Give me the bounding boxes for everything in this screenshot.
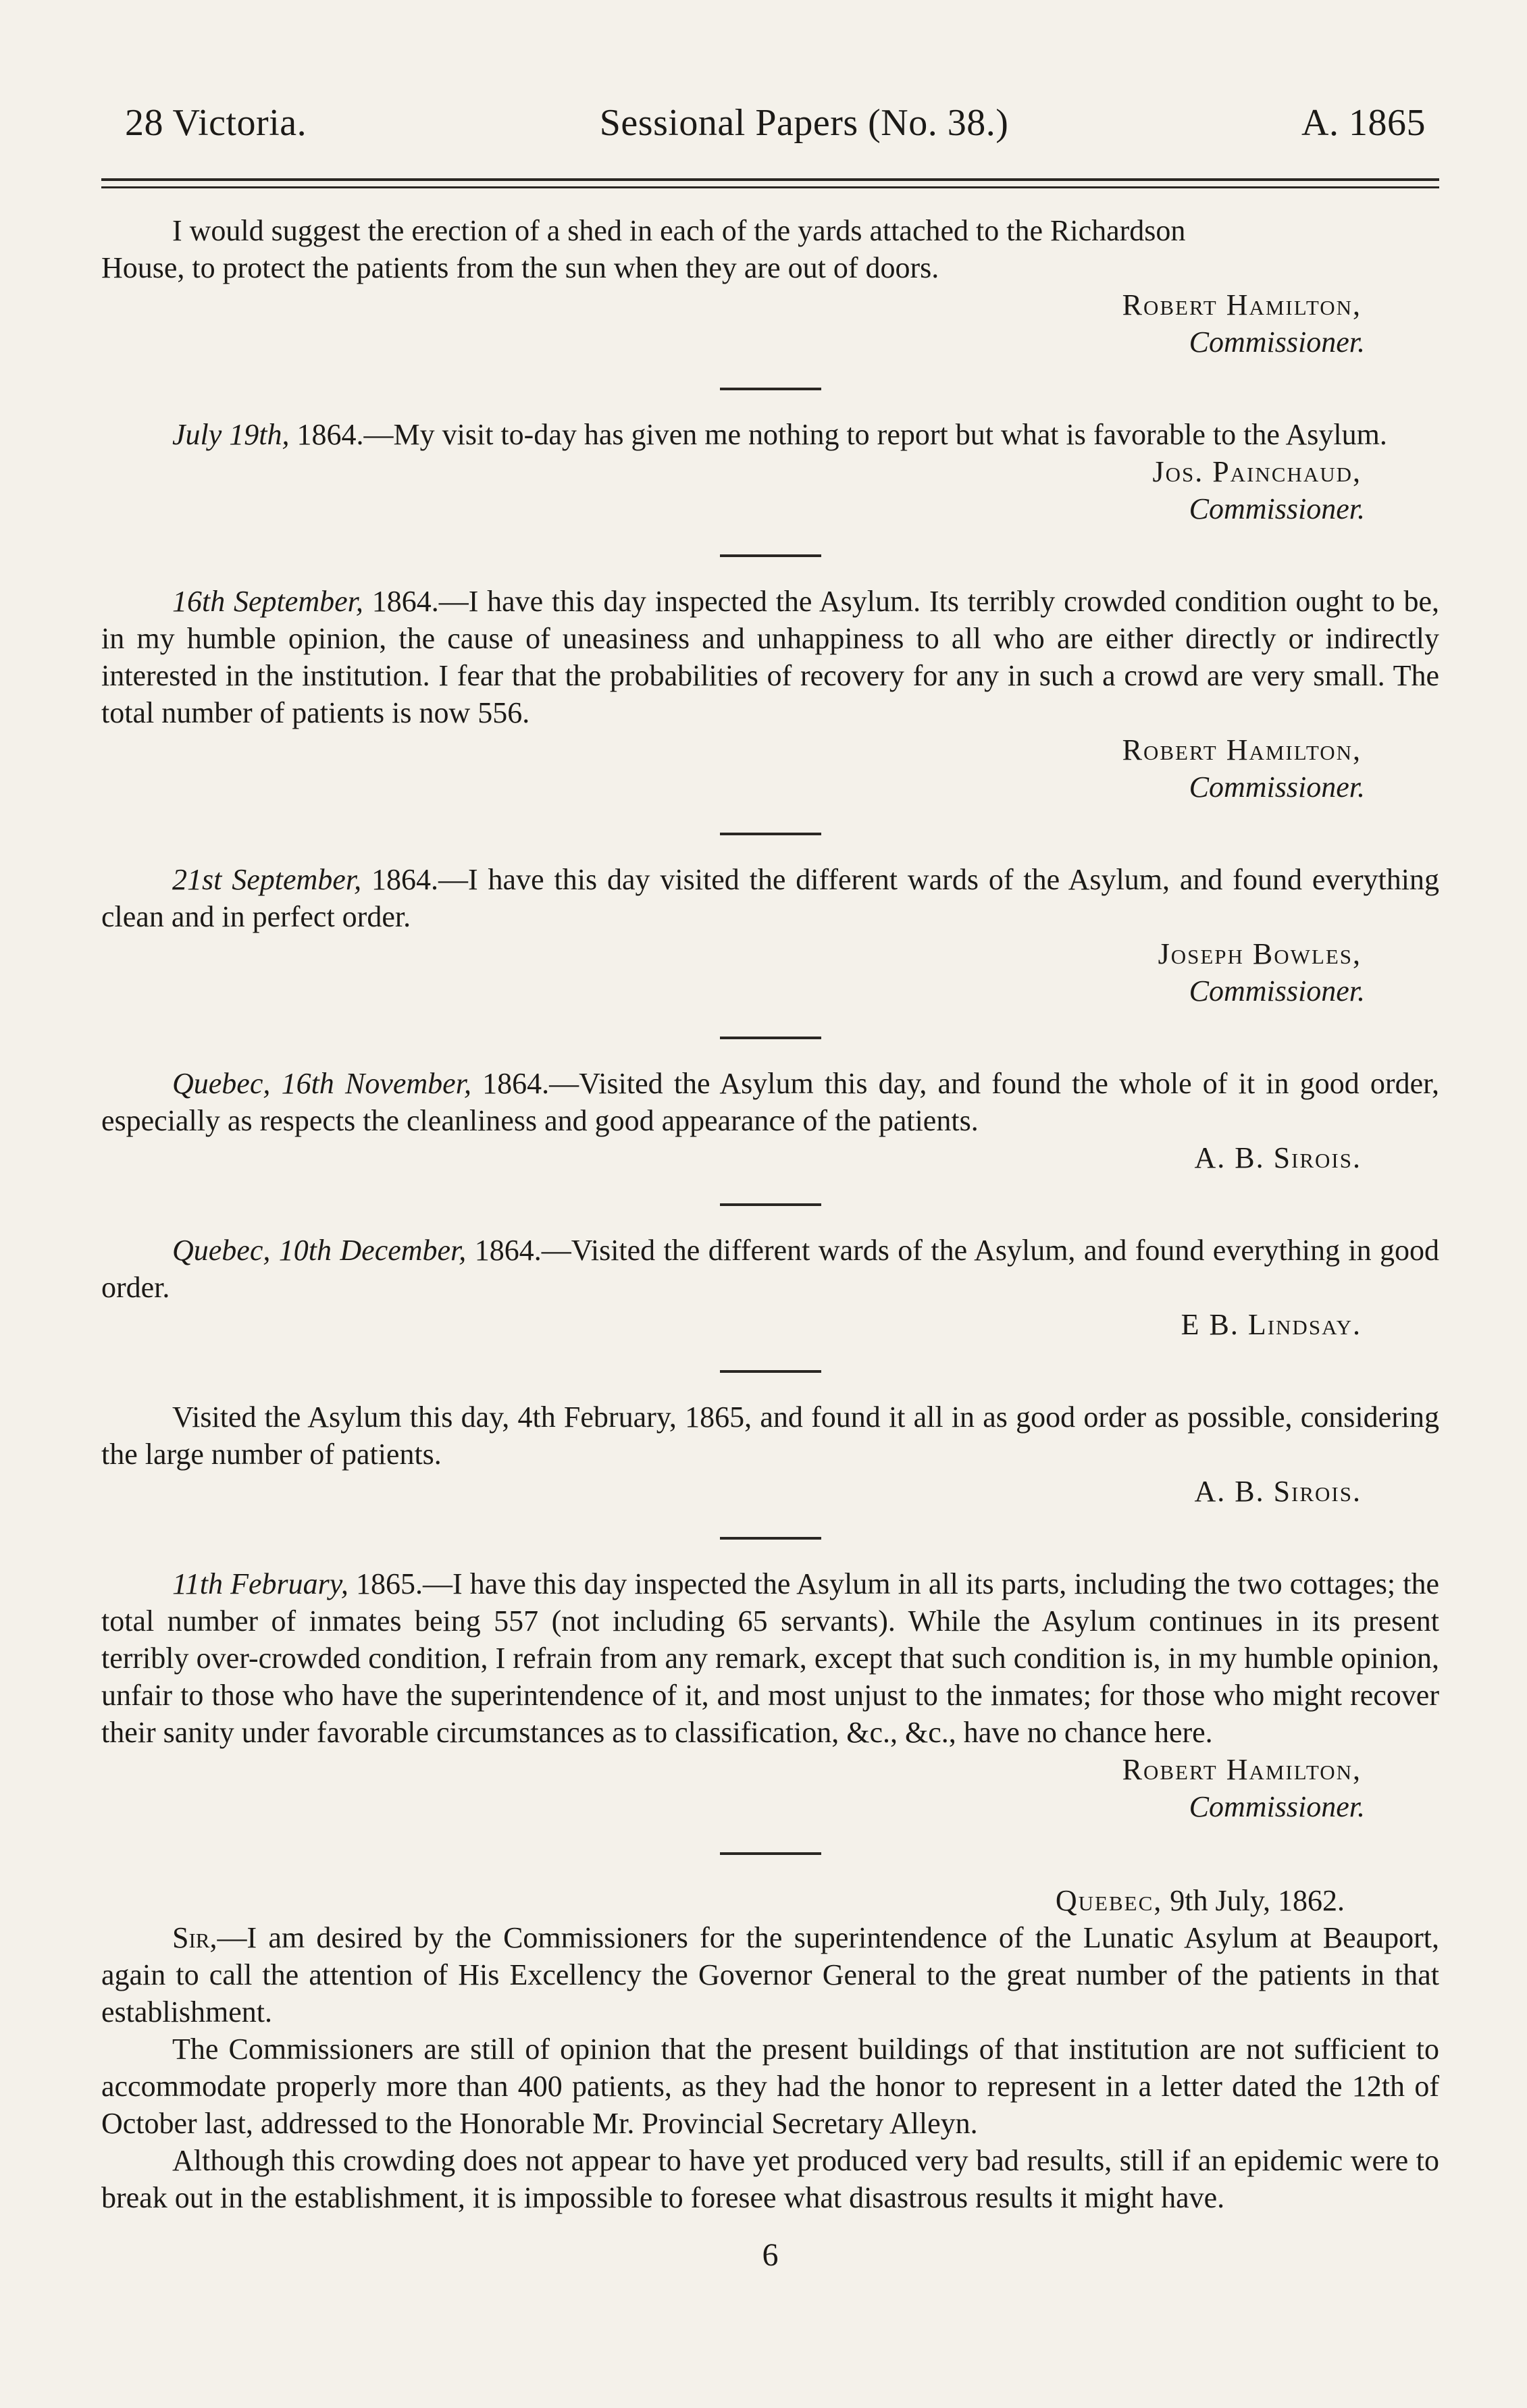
entry-date: Quebec, 10th December,: [172, 1234, 467, 1267]
entry-7: [101, 1398, 1439, 1510]
letter-salutation: Sir,: [172, 1921, 217, 1954]
signature: E B. Lindsay.: [1181, 1308, 1362, 1341]
entry-4: [101, 861, 1439, 1010]
entry-body: 1864.—I have this day visited the different wards of the Asylum, and found everything clean and in perfect order.: [101, 863, 1440, 933]
signature: Robert Hamilton,: [1122, 288, 1362, 321]
separator-rule: [720, 1203, 821, 1206]
entry-8: [101, 1565, 1439, 1825]
separator-rule: [720, 833, 821, 835]
document-body: [101, 212, 1439, 2274]
entry-text: [101, 1398, 1439, 1473]
letter-paragraph-text: —I am desired by the Commissioners for the superintendence of the Lunatic Asylum at Beauport, again to call the attention of His Excellency the Governor General to the great number of the patients in that establishment.: [101, 1921, 1439, 2029]
header-left: 28 Victoria.: [125, 102, 307, 144]
entry-2: [101, 416, 1439, 527]
signature-title: Commissioner.: [1189, 974, 1365, 1007]
entry-text: [101, 416, 1439, 453]
entry-1: [101, 212, 1439, 361]
entry-body: 1864.—My visit to-day has given me nothing to report but what is favorable to the Asylum.: [296, 418, 1387, 451]
signature: A. B. Sirois.: [1194, 1141, 1362, 1174]
entry-text: [101, 1065, 1439, 1139]
signature: Jos. Painchaud,: [1152, 455, 1362, 488]
entry-text: [101, 861, 1439, 935]
letter-date: 9th July, 1862.: [1170, 1884, 1345, 1917]
signature-title: Commissioner.: [1189, 1790, 1365, 1823]
signature-title: Commissioner.: [1189, 325, 1365, 359]
page-number: 6: [762, 2237, 779, 2273]
separator-rule: [720, 388, 821, 390]
entry-body: 1865.—I have this day inspected the Asylum in all its parts, including the two cottages; the total number of inmates being 557 (not including 65 servants). While the Asylum continues in its present terribly over-crowded condition, I refrain from any remark, except that such condition is, in my humble opinion, unfair to those who have the superintendence of it, and most unjust to the inmates; for those who might recover their sanity under favorable circumstances as to classification, &c., &c., have no chance here.: [101, 1567, 1440, 1749]
entry-text: [101, 583, 1439, 731]
signature-title: Commissioner.: [1189, 492, 1365, 525]
separator-rule: [720, 1370, 821, 1373]
entry-body: 1864.—I have this day inspected the Asylum. Its terribly crowded condition ought to be, in my humble opinion, the cause of uneasiness and unhappiness to all who are either directly or indirectly interested in the institution. I fear that the probabilities of recovery for any in such a crowd are very small. The total number of patients is now 556.: [101, 585, 1440, 729]
entry-date: 16th September,: [172, 585, 363, 618]
entry-6: [101, 1232, 1439, 1343]
signature: Robert Hamilton,: [1122, 1753, 1362, 1786]
entry-text: [101, 212, 1439, 286]
entry-date: July 19th,: [172, 418, 290, 451]
letter-paragraph: The Commissioners are still of opinion that the present buildings of that institution are not sufficient to accommodate properly more than 400 patients, as they had the honor to represent in a letter dated the 12th of October last, addressed to the Honorable Mr. Provincial Secretary Alleyn.: [101, 2033, 1439, 2140]
entry-text-line: I would suggest the erection of a shed in each of the yards attached to the Richardson: [172, 214, 1186, 247]
entry-text: [101, 1232, 1439, 1306]
separator-rule: [720, 1537, 821, 1540]
header-center: Sessional Papers (No. 38.): [599, 102, 1009, 144]
entry-body: 1864.—Visited the Asylum this day, and found the whole of it in good order, especially as respects the cleanliness and good appearance of the patients.: [101, 1067, 1439, 1137]
signature-title: Commissioner.: [1189, 770, 1365, 804]
entry-body: Visited the Asylum this day, 4th February, 1865, and found it all in as good order as possible, considering the large number of patients.: [101, 1401, 1439, 1471]
letter-dateline: [101, 1882, 1439, 1919]
letter-place: Quebec,: [1055, 1884, 1163, 1917]
entry-date: 21st September,: [172, 863, 362, 896]
signature: A. B. Sirois.: [1194, 1475, 1362, 1508]
entry-5: [101, 1065, 1439, 1176]
page-header: [101, 101, 1439, 145]
header-rule: [101, 178, 1439, 188]
entry-3: [101, 583, 1439, 806]
letter-paragraph: [101, 1919, 1439, 2031]
header-right: A. 1865: [1301, 102, 1426, 144]
entry-date: Quebec, 16th November,: [172, 1067, 471, 1100]
entry-date: 11th February,: [172, 1567, 348, 1600]
separator-rule: [720, 1037, 821, 1039]
separator-rule: [720, 1852, 821, 1855]
entry-text: [101, 1565, 1439, 1751]
letter: [101, 1882, 1439, 2216]
entry-body: 1864.—Visited the different wards of the Asylum, and found everything in good order.: [101, 1234, 1439, 1304]
letter-paragraph: Although this crowding does not appear to have yet produced very bad results, still if an epidemic were to break out in the establishment, it is impossible to foresee what disastrous results it might have.: [101, 2144, 1439, 2214]
signature: Joseph Bowles,: [1158, 937, 1362, 970]
separator-rule: [720, 554, 821, 557]
entry-text-line: House, to protect the patients from the sun when they are out of doors.: [101, 251, 939, 284]
signature: Robert Hamilton,: [1122, 733, 1362, 766]
